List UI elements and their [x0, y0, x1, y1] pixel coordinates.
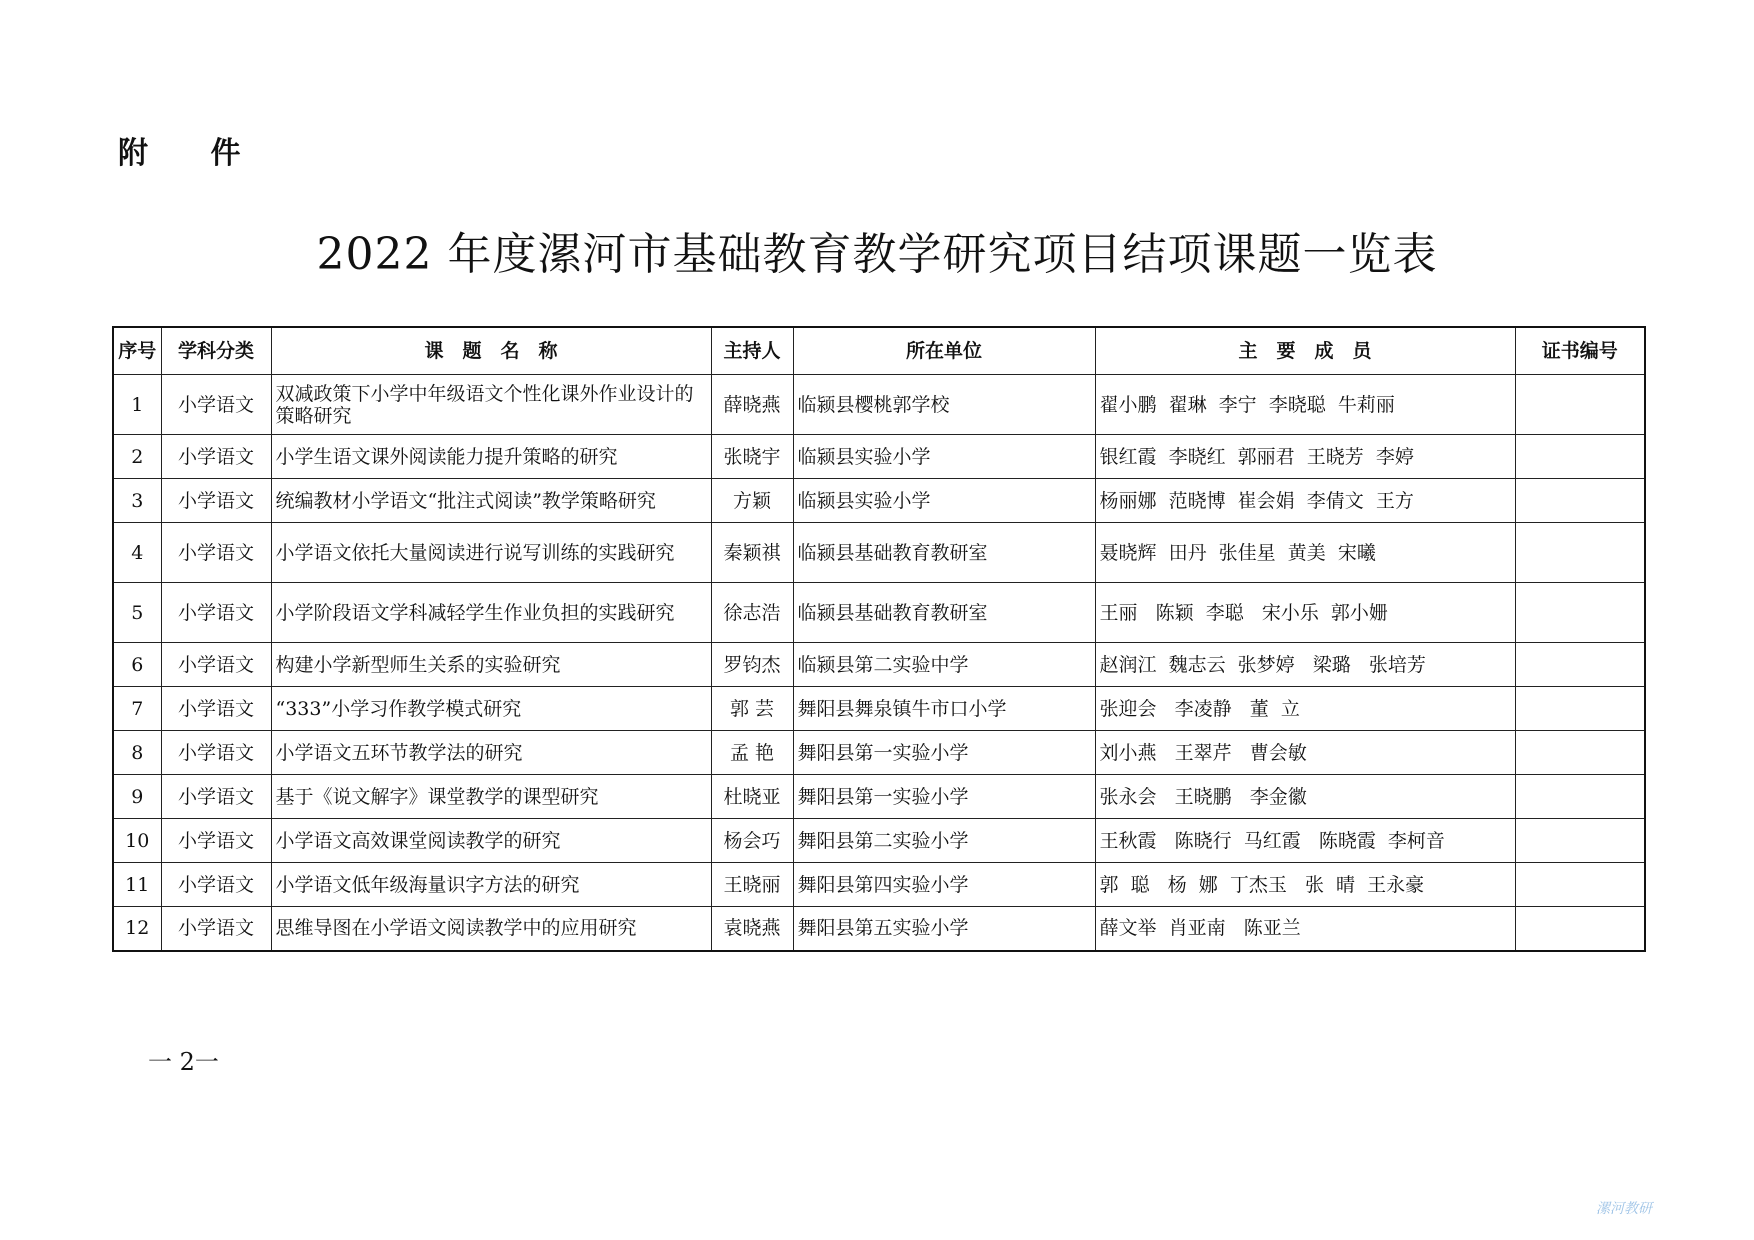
members-cell: 赵润江 魏志云 张梦婷 梁璐 张培芳: [1095, 643, 1515, 687]
project-title-cell: 小学语文五环节教学法的研究: [271, 731, 711, 775]
row-number: 9: [113, 775, 161, 819]
certificate-cell: [1515, 819, 1645, 863]
subject-cell: 小学语文: [161, 731, 271, 775]
unit-cell: 舞阳县第一实验小学: [793, 775, 1095, 819]
members-cell: 张迎会 李凌静 董 立: [1095, 687, 1515, 731]
table-row: [113, 375, 1645, 435]
certificate-cell: [1515, 375, 1645, 435]
row-number: 4: [113, 523, 161, 583]
members-cell: 王秋霞 陈晓行 马红霞 陈晓霞 李柯音: [1095, 819, 1515, 863]
certificate-cell: [1515, 775, 1645, 819]
page-number: 一 2一: [148, 1048, 219, 1076]
host-cell: 杜晓亚: [711, 775, 793, 819]
project-title-cell: 双减政策下小学中年级语文个性化课外作业设计的策略研究: [271, 375, 711, 435]
project-title-cell: 思维导图在小学语文阅读教学中的应用研究: [271, 907, 711, 951]
subject-cell: 小学语文: [161, 819, 271, 863]
host-cell: 方颖: [711, 479, 793, 523]
members-cell: 刘小燕 王翠芹 曹会敏: [1095, 731, 1515, 775]
project-title-cell: 小学生语文课外阅读能力提升策略的研究: [271, 435, 711, 479]
unit-cell: 临颍县第二实验中学: [793, 643, 1095, 687]
table-row: [113, 819, 1645, 863]
unit-cell: 临颍县基础教育教研室: [793, 583, 1095, 643]
project-title-cell: 小学阶段语文学科减轻学生作业负担的实践研究: [271, 583, 711, 643]
row-number: 10: [113, 819, 161, 863]
unit-cell: 舞阳县第二实验小学: [793, 819, 1095, 863]
subject-cell: 小学语文: [161, 479, 271, 523]
host-cell: 薛晓燕: [711, 375, 793, 435]
certificate-cell: [1515, 863, 1645, 907]
table-row: [113, 863, 1645, 907]
members-cell: 翟小鹏 翟琳 李宁 李晓聪 牛莉丽: [1095, 375, 1515, 435]
table-row: [113, 731, 1645, 775]
unit-cell: 舞阳县第四实验小学: [793, 863, 1095, 907]
subject-cell: 小学语文: [161, 643, 271, 687]
table-row: [113, 479, 1645, 523]
unit-cell: 临颍县实验小学: [793, 435, 1095, 479]
subject-cell: 小学语文: [161, 687, 271, 731]
document-title: 2022 年度漯河市基础教育教学研究项目结项课题一览表: [316, 229, 1438, 280]
host-cell: 秦颖祺: [711, 523, 793, 583]
watermark: 漯河教研: [1596, 1201, 1652, 1217]
members-cell: 王丽 陈颖 李聪 宋小乐 郭小姗: [1095, 583, 1515, 643]
project-title-cell: 统编教材小学语文“批注式阅读”教学策略研究: [271, 479, 711, 523]
table-row: [113, 687, 1645, 731]
certificate-cell: [1515, 907, 1645, 951]
table-row: [113, 775, 1645, 819]
col-header-no: 序号: [113, 327, 161, 375]
row-number: 3: [113, 479, 161, 523]
certificate-cell: [1515, 687, 1645, 731]
members-cell: 薛文举 肖亚南 陈亚兰: [1095, 907, 1515, 951]
table-body: [113, 375, 1645, 951]
col-header-members: 主 要 成 员: [1095, 327, 1515, 375]
subject-cell: 小学语文: [161, 775, 271, 819]
unit-cell: 舞阳县第五实验小学: [793, 907, 1095, 951]
unit-cell: 临颍县樱桃郭学校: [793, 375, 1095, 435]
project-title-cell: 基于《说文解字》课堂教学的课型研究: [271, 775, 711, 819]
host-cell: 孟 艳: [711, 731, 793, 775]
project-title-cell: 构建小学新型师生关系的实验研究: [271, 643, 711, 687]
row-number: 1: [113, 375, 161, 435]
col-header-subject: 学科分类: [161, 327, 271, 375]
members-cell: 银红霞 李晓红 郭丽君 王晓芳 李婷: [1095, 435, 1515, 479]
subject-cell: 小学语文: [161, 863, 271, 907]
table-row: [113, 435, 1645, 479]
members-cell: 杨丽娜 范晓博 崔会娟 李倩文 王方: [1095, 479, 1515, 523]
certificate-cell: [1515, 643, 1645, 687]
host-cell: 徐志浩: [711, 583, 793, 643]
members-cell: 聂晓辉 田丹 张佳星 黄美 宋曦: [1095, 523, 1515, 583]
row-number: 2: [113, 435, 161, 479]
subject-cell: 小学语文: [161, 435, 271, 479]
table-row: [113, 643, 1645, 687]
attachment-label: 附 件: [118, 136, 267, 171]
host-cell: 郭 芸: [711, 687, 793, 731]
host-cell: 杨会巧: [711, 819, 793, 863]
certificate-cell: [1515, 523, 1645, 583]
row-number: 5: [113, 583, 161, 643]
row-number: 11: [113, 863, 161, 907]
row-number: 12: [113, 907, 161, 951]
col-header-title: 课 题 名 称: [271, 327, 711, 375]
row-number: 8: [113, 731, 161, 775]
table-header-row: [113, 327, 1645, 375]
host-cell: 张晓宇: [711, 435, 793, 479]
certificate-cell: [1515, 731, 1645, 775]
host-cell: 袁晓燕: [711, 907, 793, 951]
table-row: [113, 523, 1645, 583]
subject-cell: 小学语文: [161, 907, 271, 951]
table-row: [113, 583, 1645, 643]
project-table: [112, 326, 1646, 952]
col-header-host: 主持人: [711, 327, 793, 375]
col-header-unit: 所在单位: [793, 327, 1095, 375]
unit-cell: 临颍县实验小学: [793, 479, 1095, 523]
col-header-cert: 证书编号: [1515, 327, 1645, 375]
project-title-cell: 小学语文高效课堂阅读教学的研究: [271, 819, 711, 863]
certificate-cell: [1515, 435, 1645, 479]
host-cell: 罗钧杰: [711, 643, 793, 687]
subject-cell: 小学语文: [161, 523, 271, 583]
unit-cell: 临颍县基础教育教研室: [793, 523, 1095, 583]
unit-cell: 舞阳县第一实验小学: [793, 731, 1095, 775]
project-title-cell: “333”小学习作教学模式研究: [271, 687, 711, 731]
project-title-cell: 小学语文依托大量阅读进行说写训练的实践研究: [271, 523, 711, 583]
subject-cell: 小学语文: [161, 583, 271, 643]
host-cell: 王晓丽: [711, 863, 793, 907]
row-number: 7: [113, 687, 161, 731]
unit-cell: 舞阳县舞泉镇牛市口小学: [793, 687, 1095, 731]
members-cell: 郭 聪 杨 娜 丁杰玉 张 晴 王永豪: [1095, 863, 1515, 907]
project-title-cell: 小学语文低年级海量识字方法的研究: [271, 863, 711, 907]
table-row: [113, 907, 1645, 951]
row-number: 6: [113, 643, 161, 687]
members-cell: 张永会 王晓鹏 李金徽: [1095, 775, 1515, 819]
certificate-cell: [1515, 479, 1645, 523]
certificate-cell: [1515, 583, 1645, 643]
subject-cell: 小学语文: [161, 375, 271, 435]
